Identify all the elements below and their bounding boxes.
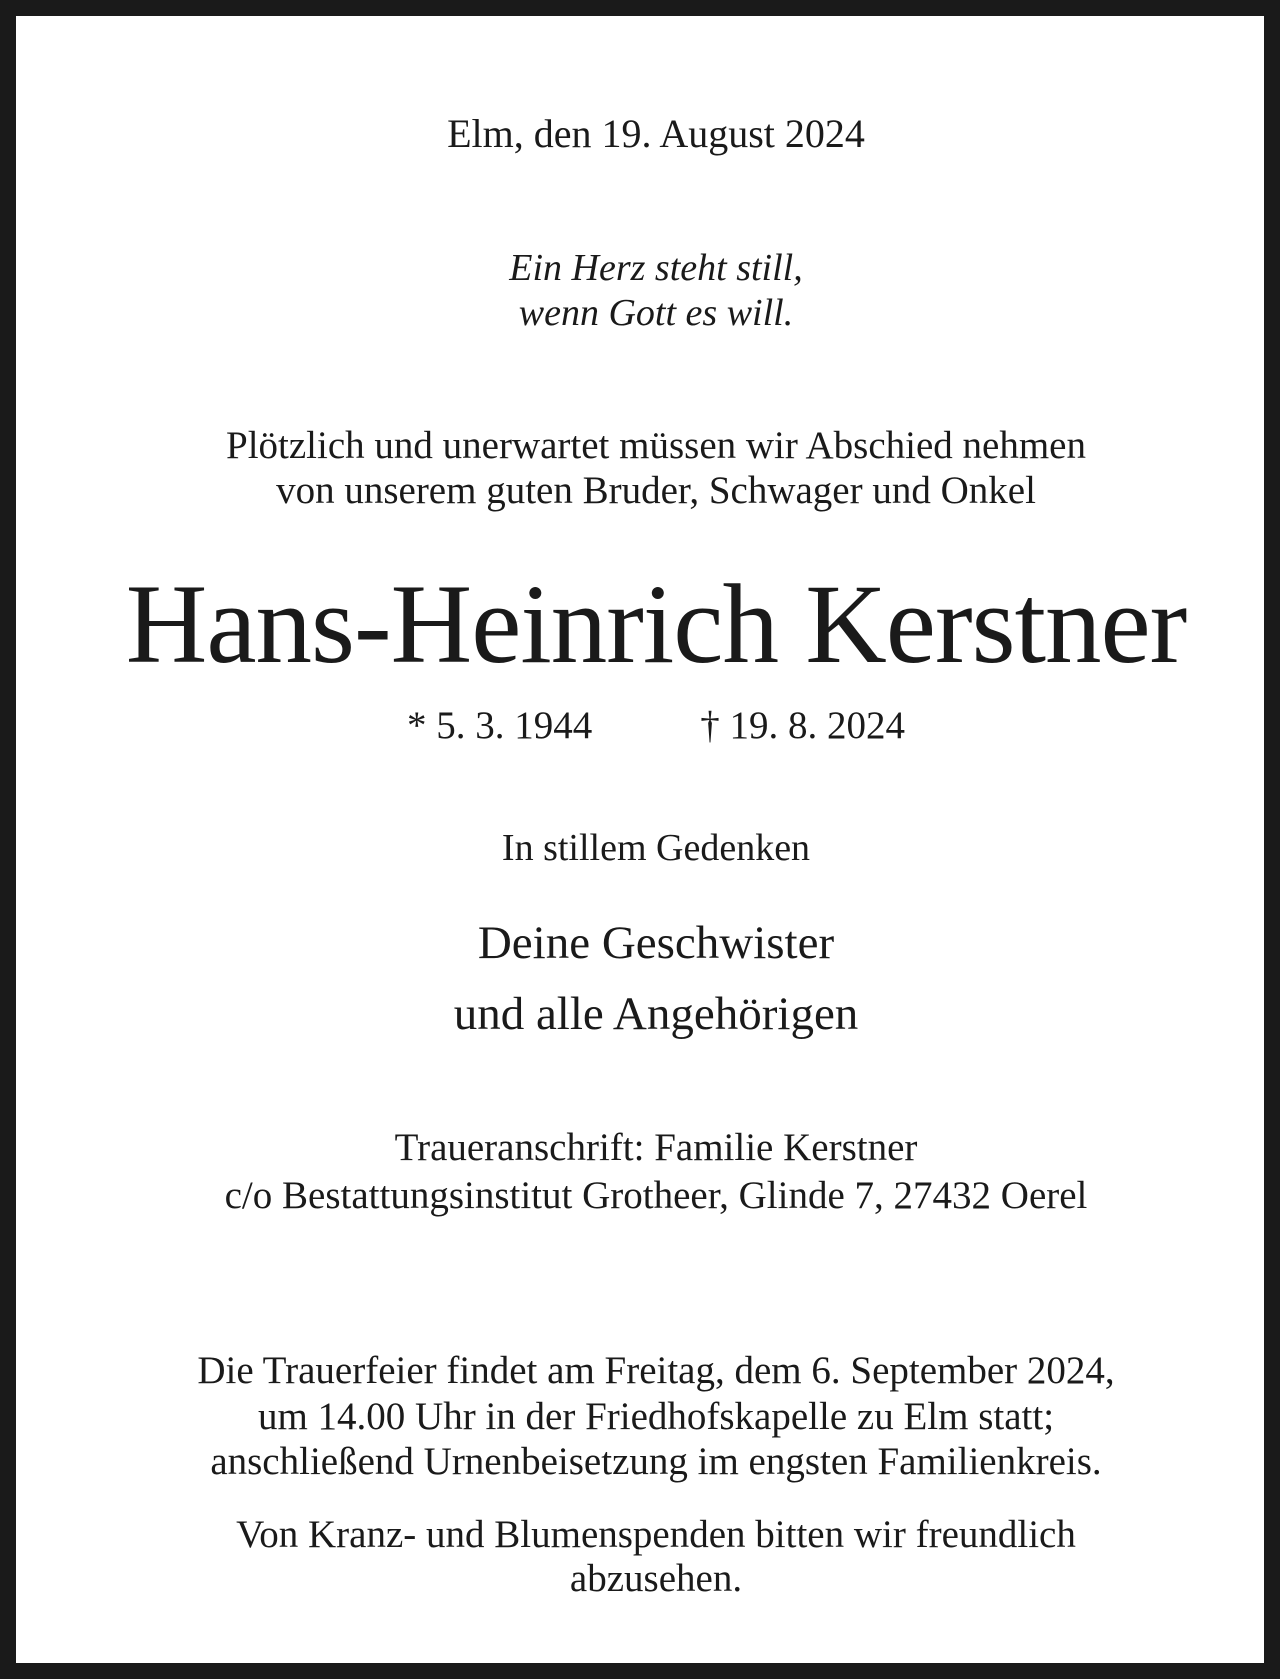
intro-line: von unserem guten Bruder, Schwager und Onkel [276, 469, 1036, 512]
birth-date: * 5. 3. 1944 [407, 704, 593, 747]
flower-request-line: Von Kranz- und Blumenspenden bitten wir freundlich [236, 1513, 1076, 1556]
funeral-service-line: um 14.00 Uhr in der Friedhofskapelle zu Elm statt; [257, 1395, 1055, 1438]
verse-line: Ein Herz steht still, [509, 247, 803, 289]
deceased-name: Hans-Heinrich Kerstner [125, 562, 1187, 687]
place-date: Elm, den 19. August 2024 [447, 111, 865, 156]
mourners-line: Deine Geschwister [477, 917, 835, 969]
life-dates [32, 706, 1280, 745]
intro-line: Plötzlich und unerwartet müssen wir Abschied nehmen [226, 424, 1086, 467]
mourning-address-line: Traueranschrift: Familie Kerstner [394, 1126, 918, 1169]
mourning-address-line: c/o Bestattungsinstitut Grotheer, Glinde 7, 27432 Oerel [224, 1174, 1088, 1217]
funeral-service-line: anschließend Urnenbeisetzung im engsten Familienkreis. [210, 1440, 1102, 1483]
flower-request-line: abzusehen. [569, 1557, 743, 1600]
funeral-service-line: Die Trauerfeier findet am Freitag, dem 6. September 2024, [197, 1349, 1115, 1392]
verse-line: wenn Gott es will. [518, 292, 794, 334]
mourners-line: und alle Angehörigen [453, 988, 859, 1040]
death-date: † 19. 8. 2024 [700, 704, 905, 747]
memory-line: In stillem Gedenken [501, 827, 811, 869]
